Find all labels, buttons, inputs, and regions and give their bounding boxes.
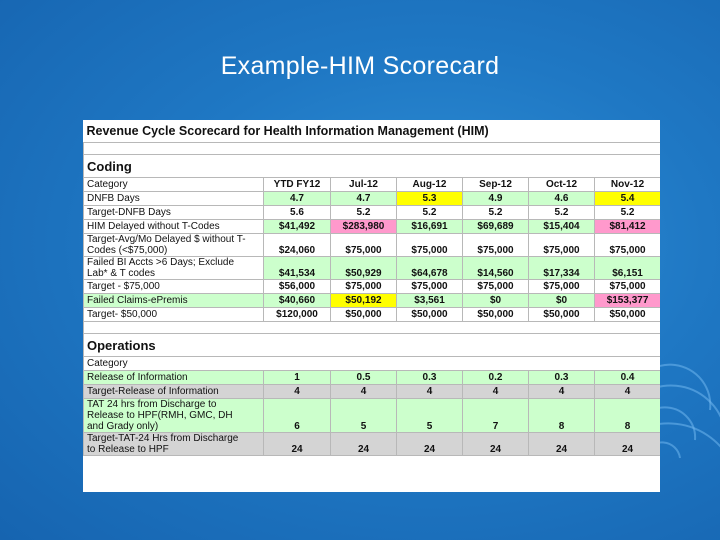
operations-value-cell: 5 [331, 399, 397, 433]
coding-value-cell: 5.2 [331, 206, 397, 220]
coding-value-cell: $40,660 [264, 294, 331, 308]
coding-value-cell: $120,000 [264, 308, 331, 322]
coding-value-cell: $75,000 [529, 234, 595, 257]
label-line: Release to HPF(RMH, GMC, DH [87, 410, 233, 421]
scorecard-sheet [83, 120, 660, 492]
sheet-title-row [84, 120, 661, 143]
operations-value-cell: 8 [529, 399, 595, 433]
label-line: Target-Release of Information [87, 386, 219, 397]
operations-row [84, 433, 661, 456]
coding-value-cell: $75,000 [595, 234, 661, 257]
label-line: Release of Information [87, 372, 188, 383]
coding-row [84, 308, 661, 322]
coding-value-cell: $17,334 [529, 257, 595, 280]
coding-value-cell: $81,412 [595, 220, 661, 234]
label-line: Target- $50,000 [87, 309, 158, 320]
label-line: Target - $75,000 [87, 281, 160, 292]
operations-value-cell: 0.5 [331, 371, 397, 385]
coding-value-cell: $75,000 [463, 234, 529, 257]
coding-row-label [84, 280, 264, 294]
coding-value-cell: $0 [463, 294, 529, 308]
coding-value-cell: $75,000 [331, 234, 397, 257]
col-header-nov: Nov-12 [595, 178, 661, 192]
coding-value-cell: 5.3 [397, 192, 463, 206]
coding-row [84, 257, 661, 280]
operations-value-cell: 0.4 [595, 371, 661, 385]
label-line: HIM Delayed without T-Codes [87, 221, 220, 232]
coding-value-cell: $3,561 [397, 294, 463, 308]
coding-value-cell: 5.2 [463, 206, 529, 220]
coding-row-label [84, 220, 264, 234]
coding-value-cell: $50,000 [331, 308, 397, 322]
coding-value-cell: $75,000 [397, 280, 463, 294]
operations-row-label [84, 399, 264, 433]
coding-value-cell: $50,192 [331, 294, 397, 308]
coding-value-cell: 4.6 [529, 192, 595, 206]
coding-row [84, 220, 661, 234]
coding-value-cell: $41,534 [264, 257, 331, 280]
col-header-aug: Aug-12 [397, 178, 463, 192]
label-line: Failed BI Accts >6 Days; Exclude [87, 257, 235, 268]
operations-category-label: Category [84, 357, 661, 371]
coding-row [84, 192, 661, 206]
operations-value-cell: 24 [463, 433, 529, 456]
label-line: DNFB Days [87, 193, 140, 204]
label-line: Target-TAT-24 Hrs from Discharge [87, 433, 239, 444]
operations-value-cell: 24 [331, 433, 397, 456]
coding-row-label [84, 308, 264, 322]
label-line: TAT 24 hrs from Discharge to [87, 399, 217, 410]
coding-value-cell: 5.2 [529, 206, 595, 220]
operations-row-label [84, 371, 264, 385]
coding-value-cell: $56,000 [264, 280, 331, 294]
operations-value-cell: 24 [264, 433, 331, 456]
col-header-ytd: YTD FY12 [264, 178, 331, 192]
operations-value-cell: 4 [529, 385, 595, 399]
operations-value-cell: 24 [595, 433, 661, 456]
operations-row-label [84, 433, 264, 456]
coding-value-cell: $75,000 [331, 280, 397, 294]
coding-value-cell: $16,691 [397, 220, 463, 234]
operations-value-cell: 4 [463, 385, 529, 399]
coding-value-cell: $64,678 [397, 257, 463, 280]
label-line: Failed Claims-ePremis [87, 295, 188, 306]
coding-value-cell: $75,000 [595, 280, 661, 294]
operations-value-cell: 0.3 [397, 371, 463, 385]
operations-row [84, 371, 661, 385]
coding-value-cell: $50,000 [397, 308, 463, 322]
operations-row [84, 385, 661, 399]
coding-value-cell: $6,151 [595, 257, 661, 280]
operations-section-label: Operations [84, 334, 661, 357]
operations-value-cell: 0.2 [463, 371, 529, 385]
operations-row-label [84, 385, 264, 399]
label-line: Target-DNFB Days [87, 207, 171, 218]
coding-value-cell: $0 [529, 294, 595, 308]
operations-value-cell: 6 [264, 399, 331, 433]
coding-value-cell: $50,000 [529, 308, 595, 322]
coding-row [84, 294, 661, 308]
coding-value-cell: $50,000 [463, 308, 529, 322]
coding-value-cell: $283,980 [331, 220, 397, 234]
coding-value-cell: $75,000 [397, 234, 463, 257]
operations-value-cell: 4 [331, 385, 397, 399]
col-header-sep: Sep-12 [463, 178, 529, 192]
coding-value-cell: $14,560 [463, 257, 529, 280]
coding-value-cell: $50,000 [595, 308, 661, 322]
coding-value-cell: 5.4 [595, 192, 661, 206]
label-line: Lab* & T codes [87, 268, 156, 279]
coding-value-cell: $75,000 [529, 280, 595, 294]
coding-value-cell: 5.2 [397, 206, 463, 220]
coding-value-cell: 5.6 [264, 206, 331, 220]
label-line: and Grady only) [87, 421, 159, 432]
blank-row [84, 322, 661, 334]
operations-value-cell: 0.3 [529, 371, 595, 385]
operations-value-cell: 1 [264, 371, 331, 385]
col-header-jul: Jul-12 [331, 178, 397, 192]
label-line: Codes (<$75,000) [87, 245, 168, 256]
operations-value-cell: 8 [595, 399, 661, 433]
coding-header-row [84, 178, 661, 192]
sheet-title: Revenue Cycle Scorecard for Health Information Management (HIM) [84, 120, 661, 143]
operations-value-cell: 24 [529, 433, 595, 456]
coding-row [84, 234, 661, 257]
blank-row [84, 143, 661, 155]
coding-value-cell: 4.7 [331, 192, 397, 206]
operations-value-cell: 4 [264, 385, 331, 399]
operations-value-cell: 7 [463, 399, 529, 433]
slide-title: Example-HIM Scorecard [220, 52, 500, 80]
col-header-category: Category [84, 178, 264, 192]
coding-row [84, 280, 661, 294]
coding-row [84, 206, 661, 220]
coding-value-cell: $15,404 [529, 220, 595, 234]
coding-row-label [84, 234, 264, 257]
coding-value-cell: $153,377 [595, 294, 661, 308]
col-header-oct: Oct-12 [529, 178, 595, 192]
label-line: to Release to HPF [87, 444, 169, 455]
operations-value-cell: 5 [397, 399, 463, 433]
scorecard-table [83, 120, 660, 456]
coding-row-label [84, 294, 264, 308]
coding-value-cell: $50,929 [331, 257, 397, 280]
operations-value-cell: 24 [397, 433, 463, 456]
operations-value-cell: 4 [397, 385, 463, 399]
coding-section-label: Coding [84, 155, 661, 178]
coding-value-cell: 5.2 [595, 206, 661, 220]
coding-value-cell: $69,689 [463, 220, 529, 234]
coding-row-label [84, 192, 264, 206]
coding-row-label [84, 257, 264, 280]
coding-value-cell: 4.9 [463, 192, 529, 206]
label-line: Target-Avg/Mo Delayed $ without T- [87, 234, 246, 245]
coding-row-label [84, 206, 264, 220]
coding-value-cell: 4.7 [264, 192, 331, 206]
coding-value-cell: $41,492 [264, 220, 331, 234]
operations-row [84, 399, 661, 433]
operations-value-cell: 4 [595, 385, 661, 399]
coding-value-cell: $24,060 [264, 234, 331, 257]
coding-value-cell: $75,000 [463, 280, 529, 294]
